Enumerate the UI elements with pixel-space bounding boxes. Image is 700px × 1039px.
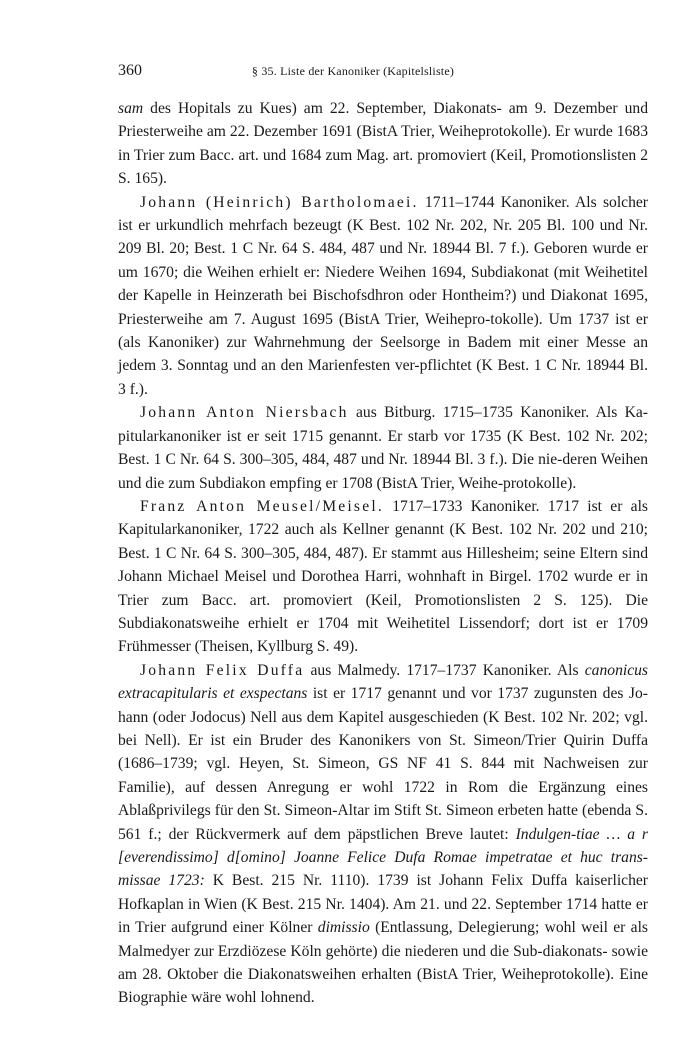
- entry-duffa: [118, 659, 648, 1010]
- body-text: [118, 97, 648, 1010]
- entry-text: aus Bitburg. 1715–1735 Kanoniker. Als Ka-pitularkanoniker ist er seit 1715 genannt. Er starb vor 1735 (K Best. 102 Nr. 202; Best. 1 C Nr. 64 S. 300–305, 484, 487 und Nr. 18944 Bl. 3 f.). Die nie-deren Weihen und die zum Subdiakon empfing er 1708 (BistA Trier, Weihe-protokolle).: [118, 404, 648, 492]
- entry-text: ist er 1717 genannt und vor 1737 zugunsten des Jo-hann (oder Jodocus) Nell aus dem Kapitel ausgeschieden (K Best. 102 Nr. 202; vgl. bei Nell). Er ist ein Bruder des Kanonikers von St. Simeon/Trier Quirin Duffa (1686–1739; vgl. Heyen, St. Simeon, GS NF 41 S. 844 mit Nachweisen zur Familie), auf dessen Anregung er wohl 1722 in Rom die Ergänzung eines Ablaßprivilegs für den St. Simeon-Altar im Stift St. Simeon erbeten hatte (ebenda S. 561 f.; der Rückvermerk auf dem päpstlichen Breve lautet:: [118, 685, 648, 843]
- italic-word: dimissio: [317, 919, 370, 937]
- entry-name: Johann (Heinrich) Bartholomaei.: [140, 193, 419, 211]
- italic-word: sam: [118, 100, 144, 117]
- italic-quotation: Indulgen-tiae … a r [everendissimo] d[omino] Joanne Felice Dufa Romae impetratae et huc trans-missae 1723:: [118, 825, 649, 890]
- running-head: § 35. Liste der Kanoniker (Kapitelsliste): [251, 64, 455, 78]
- entry-name: Franz Anton Meusel/Meisel.: [140, 497, 384, 515]
- entry-meusel: [118, 495, 648, 659]
- entry-text: (Entlassung, Delegierung; wohl weil er als Malmedyer zur Erzdiözese Köln gehörte) die niederen und die Sub-diakonats- sowie am 28. Oktober die Diakonatsweihen erhalten (BistA Trier, Weiheprotokolle). Eine Biographie wäre wohl lohnend.: [118, 919, 649, 1007]
- paragraph-text: des Hopitals zu Kues) am 22. September, Diakonats- am 9. Dezember und Priesterweihe am 22. Dezember 1691 (BistA Trier, Weiheprotokolle). Er wurde 1683 in Trier zum Bacc. art. und 1684 zum Mag. art. promoviert (Keil, Promotionslisten 2 S. 165).: [118, 100, 648, 188]
- paragraph-continuation: [118, 97, 648, 191]
- entry-bartholomaei: [118, 191, 648, 402]
- entry-niersbach: [118, 401, 648, 495]
- entry-text: 1711–1744 Kanoniker. Als solcher ist er urkundlich mehrfach bezeugt (K Best. 102 Nr. 202, Nr. 205 Bl. 100 und Nr. 209 Bl. 20; Best. 1 C Nr. 64 S. 484, 487 und Nr. 18944 Bl. 7 f.). Geboren wurde er um 1670; die Weihen erhielt er: Niedere Weihen 1694, Subdiakonat (mit Weihetitel der Kapelle in Heinzerath bei Bischofsdhron oder Hontheim?) und Diakonat 1695, Priesterweihe am 7. August 1695 (BistA Trier, Weihepro-tokolle). Um 1737 ist er (als Kanoniker) zur Wahrnehmung der Seelsorge in Badem mit einer Messe an jedem 3. Sonntag und an den Marienfesten ver-pflichtet (K Best. 1 C Nr. 18944 Bl. 3 f.).: [118, 193, 649, 398]
- entry-name: Johann Felix Duffa: [140, 661, 305, 679]
- italic-phrase: canonicus extracapitularis et exspectans: [118, 661, 648, 703]
- entry-name: Johann Anton Niersbach: [140, 404, 349, 422]
- entry-text: aus Malmedy. 1717–1737 Kanoniker. Als: [304, 661, 585, 679]
- page-header: [118, 62, 588, 84]
- page-number: 360: [118, 62, 142, 79]
- entry-text: K Best. 215 Nr. 1110). 1739 ist Johann Felix Duffa kaiserlicher Hofkaplan in Wien (K Best. 215 Nr. 1404). Am 21. und 22. September 1714 hatte er in Trier aufgrund einer Kölner: [118, 872, 648, 937]
- entry-text: 1717–1733 Kanoniker. 1717 ist er als Kapitularkanoniker, 1722 auch als Kellner genannt (K Best. 102 Nr. 202 und 210; Best. 1 C Nr. 64 S. 300–305, 484, 487). Er stammt aus Hillesheim; seine Eltern sind Johann Michael Meisel und Dorothea Harri, wohnhaft in Birgel. 1702 wurde er in Trier zum Bacc. art. promoviert (Keil, Promotionslisten 2 S. 125). Die Subdiakonatsweihe erhielt er 1704 mit Weihetitel Lissendorf; dort ist er 1709 Frühmesser (Theisen, Kyllburg S. 49).: [118, 497, 649, 656]
